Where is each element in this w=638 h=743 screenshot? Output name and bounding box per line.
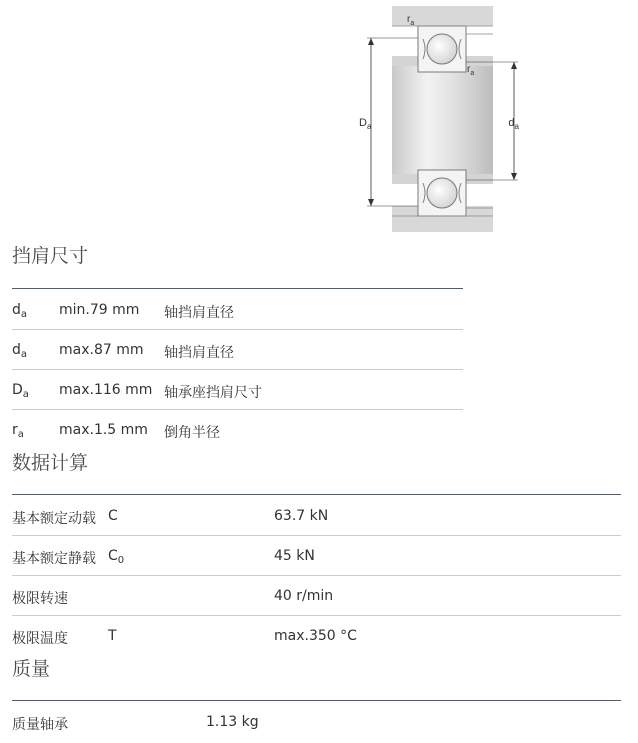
- row-symbol: $D_a$: [12, 382, 29, 400]
- label-ra-right: $r_a$: [467, 64, 475, 77]
- row-value: 45 kN: [274, 548, 315, 564]
- row-symbol: T: [108, 628, 117, 644]
- table-row: [12, 616, 621, 656]
- row-symbol: $r_a$: [12, 422, 24, 440]
- row-symbol: $C_0$: [108, 548, 125, 566]
- row-name: 基本额定静载: [12, 551, 96, 567]
- label-da: $d_a$: [508, 117, 519, 131]
- table-row: [12, 290, 463, 330]
- bearing-abutment-diagram: [355, 6, 519, 236]
- mass-section-title: 质量: [12, 658, 51, 680]
- row-symbol: $d_a$: [12, 342, 28, 360]
- calc-section-title: 数据计算: [12, 452, 89, 474]
- table-row: [12, 702, 621, 742]
- table-row: [12, 536, 621, 576]
- row-description: 倒角半径: [164, 425, 220, 441]
- row-symbol: C: [108, 508, 118, 524]
- calc-rule: [12, 494, 621, 495]
- row-value: min.79 mm: [59, 302, 140, 318]
- row-value: 40 r/min: [274, 588, 334, 604]
- row-value: max.1.5 mm: [59, 422, 148, 438]
- row-description: 轴挡肩直径: [164, 305, 234, 321]
- row-value: 1.13 kg: [206, 714, 259, 730]
- label-ra-top: $r_a$: [407, 14, 415, 27]
- label-Da: $D_a$: [359, 117, 372, 131]
- abutment-section-title: 挡肩尺寸: [12, 245, 89, 267]
- abutment-rule: [12, 288, 463, 289]
- table-row: [12, 496, 621, 536]
- row-value: max.87 mm: [59, 342, 144, 358]
- row-description: 轴挡肩直径: [164, 345, 234, 361]
- table-row: [12, 330, 463, 370]
- table-row: [12, 410, 463, 450]
- table-row: [12, 576, 621, 616]
- row-value: max.350 °C: [274, 628, 357, 644]
- mass-rule: [12, 700, 621, 701]
- row-symbol: $d_a$: [12, 302, 28, 320]
- row-description: 轴承座挡肩尺寸: [164, 385, 262, 401]
- row-value: max.116 mm: [59, 382, 153, 398]
- row-value: 63.7 kN: [274, 508, 329, 524]
- row-name: 极限温度: [12, 631, 68, 647]
- row-name: 极限转速: [12, 591, 68, 607]
- table-row: [12, 370, 463, 410]
- row-name: 质量轴承: [12, 717, 68, 733]
- row-name: 基本额定动载: [12, 511, 96, 527]
